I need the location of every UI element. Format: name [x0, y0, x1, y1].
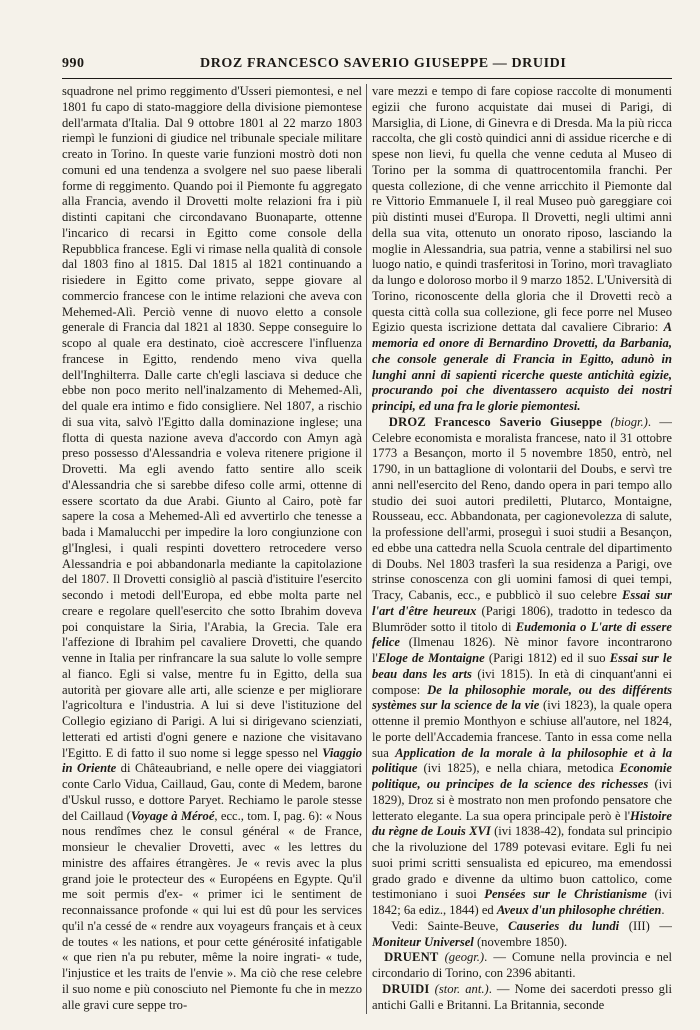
- work-title: Economie politique, ou principes de la science des richesses: [372, 761, 672, 791]
- entry-headword: DROZ Francesco Saverio Giuseppe: [388, 414, 603, 429]
- entry-droz-references: Vedi: Sainte-Beuve, Causeries du lundi (III) — Moniteur Universel (novembre 1850).: [372, 918, 672, 949]
- entry-droz: DROZ Francesco Saverio Giuseppe (biogr.). — Celebre economista e moralista francese, nato il 31 ottobre 1773 a Besançon, morto il 5 novembre 1850, entrò, nel 1790, in un battaglione di volontarii del Doubs, e servì tre anni nell'esercito del Reno, dando opera in pari tempo allo studio dei suoi autori prediletti, Plutarco, Montaigne, Rousseau, ecc. Abbandonata, per cagionevolezza di salute, la professione dell'armi, proseguì i suoi studii a Besançon, ed ebbe una cattedra nella Scuola centrale del dipartimento di Doubs. Nel 1803 trasferì la sua residenza a Parigi, ove strinse conoscenza con gli uomini famosi di quei tempi, Tracy, Cabanis, ecc., e pubblicò il suo celebre Essai sur l'art d'être heureux (Parigi 1806), tradotto in tedesco da Blumröder sotto il titolo di Eudemonia o L'arte di essere felice (Ilmenau 1826). Nè minor favore incontrarono l'Eloge de Montaigne (Parigi 1812) ed il suo Essai sur le beau dans les arts (ivi 1815). In età di cinquant'anni ei compose: De la philosophie morale, ou des différents systèmes sur la science de la vie (ivi 1823), la quale opera ottenne il premio Monthyon e schiuse all'autore, nel 1824, le porte dell'Accademia francese. Tanto in essa come nella sua Application de la morale à la philosophie et à la politique (ivi 1825), e nella chiara, metodica Economie politique, ou principes de la science des richesses (ivi 1829), Droz si è mostrato non men profondo pensatore che letterato elegante. La sua opera principale però è l'Histoire du règne de Louis XVI (ivi 1838-42), fondata sul principio che la rivoluzione del 1789 potevasi evitare. Egli fu nei suoi primi scritti sensualista ed epicureo, ma emendossi grado grado e divenne da ultimo buon cattolico, come testimoniano i suoi Pensées sur le Christianisme (ivi 1842; 6a ediz., 1844) ed Aveux d'un philosophe chrétien.: [372, 414, 672, 917]
- drovetti-continuation: squadrone nel primo reggimento d'Usseri piemontesi, e nel 1801 fu capo di stato-maggiore della divisione piemontese dell'armata d'Italia. Dal 9 ottobre 1801 al 22 marzo 1803 riempì le funzioni di giudice nel tribunale speciale militare creato in Torino. In queste varie funzioni mostrò doti non comuni ed una tendenza a svolgere nel suo paese liberali forme di reggimento. Quando poi il Piemonte fu aggregato alla Francia, avendo il Drovetti molte relazioni fra i più distinti capitani che circondavano Buonaparte, ottenne l'incarico di recarsi in Egitto come console della Repubblica francese. Egli vi rimase nella qualità di console dal 1803 fino al 1815. Dal 1815 al 1821 continuando a risiedere in Egitto come privato, seppe giovare al commercio francese con le intime relazioni che aveva con Mehemed-Alì. Perciò venne di nuovo eletto a console generale di Francia dal 1821 al 1830. Seppe conseguire lo scopo al quale era destinato, cioè accrescere l'influenza francese in Egitto, rendendo meno viva quella dell'Inghilterra. Dalle carte ch'egli lasciava si deduce che ebbe non poco merito nell'inalzamento di Mehemed-Alì, del quale era intimo e fido consigliere. Nel 1807, a rischio di sua vita, salvò l'Egitto dalla dominazione inglese; una flotta di questa nazione aveva d'accordo con Amyn agà preso possesso d'Alessandria e voleva ritenere prigione il Drovetti. Ma egli avendo fatto sentire allo sceik d'Alessandria che si sarebbe difeso colle armi, ottenne di essere scortato da due Arabi. Giunto al Cairo, potè far sapere la cosa a Mehemed-Alì ed avvertirlo che tenesse a bada i Mamalucchi per impedire la loro congiunzione con gl'Inglesi, i quali respinti dovettero retrocedere verso Alessandria e poi abbandonarla mediante la capitolazione del 1807. Il Drovetti consigliò al pascià d'istituire l'esercito secondo i metodi dell'Europa, ed ebbe molta parte nel creare e regolare quell'esercito che sotto Ibrahim doveva poi conquistare la Siria, l'Arabia, la Grecia. Tale era l'affezione di Ibrahim pel cavaliere Drovetti, che quando venne in Italia per rinfrancare la sua salute lo volle sempre al fianco. Egli si valse, mentre fu in Egitto, della sua autorità per giovare alle arti, alle scienze e per migliorare l'agricoltura e l'industria. A lui si deve l'istituzione del Collegio egiziano di Parigi. A lui si dirigevano scienziati, letterati ed artisti d'ogni genere e nazione che visitavano l'Egitto. E di fatto il suo nome si legge spesso nel Viaggio in Oriente di Châteaubriand, e nelle opere dei viaggiatori conte Carlo Vidua, Caillaud, Gau, conte di Medem, barone d'Uskul russo, e dottore Paryet. Rechiamo le parole stesse del Caillaud (Voyage à Méroé, ecc., tom. I, pag. 6): « Nous nous rendîmes chez le consul général « de France, monsieur le chevalier Drovetti, avec « les lettres du ministre des affaires étrangères. Je « revis avec la plus grand joie le protecteur des « Européens en Egypte. Qu'il me soit permis d'ex- « primer ici le sentiment de reconnaissance profonde « qui lui est dû pour les services qu'il n'a cessé de « rendre aux voyageurs français et à ceux de toutes « les nations, et pour cette générosité infatigable « que rien n'a pu rebuter, même la noire ingrati- « tude, l'injustice et les traits de l'envie ». Ma ciò che rese celebre il suo nome e più conosciuto nel Piemonte fu che in mezzo alle gravi cure seppe tro-: [62, 84, 362, 1012]
- header-rule: [62, 78, 672, 79]
- work-title: Application de la morale à la philosophie et à la politique: [372, 745, 672, 776]
- work-title: De la philosophie morale, ou des différents systèmes sur la science de la vie: [372, 682, 672, 713]
- work-title: Viaggio in Oriente: [62, 745, 362, 776]
- entry-headword: DRUIDI: [382, 981, 430, 996]
- entry-tag: (stor. ant.): [434, 981, 489, 996]
- work-title: Eudemonia o L'arte di essere felice: [372, 619, 672, 650]
- work-title: Voyage à Méroé: [130, 808, 215, 823]
- work-title: Essai sur le beau dans les arts: [372, 651, 672, 681]
- running-title: DROZ FRANCESCO SAVERIO GIUSEPPE — DRUIDI: [200, 56, 567, 71]
- work-title: Essai sur l'art d'être heureux: [372, 588, 672, 618]
- drovetti-conclusion: vare mezzi e tempo di fare copiose raccolte di monumenti egizii che furono acquistate dai musei di Parigi, di Marsiglia, di Lione, di Ginevra e di Dresda. Ma la più ricca raccolta, che gli costò quindici anni di assidue ricerche e di spese non lievi, fu quella che venne ceduta al Museo di Torino per la somma di quattrocentomila franchi. Per questa collezione, di che venne arricchito il Piemonte dal re Vittorio Emmanuele I, il real Museo può gareggiare coi più distinti musei d'Europa. Il Drovetti, negli ultimi anni della sua vita, ottenuto un onorato riposo, lasciando la moglie in Alessandria, sua patria, venne a stabilirsi nel suo luogo natio, e quindi trasferitosi in Torino, morì travagliato da lungo e doloroso morbo il 9 marzo 1852. L'Università di Torino, riconoscente della gloria che il Drovetti recò a questa città colla sua collezione, gli fece porre nel Museo Egizio questa iscrizione dettata dal cavaliere Cibrario: A memoria ed onore di Bernardino Drovetti, da Barbania, che console generale di Francia in Egitto, adunò in lunghi anni di sapienti ricerche queste antichità egizie, procurando poi che diventassero acquisto dei nostri principi, ed una fra le glorie piemontesi.: [372, 84, 672, 413]
- entry-tag: (geogr.): [444, 950, 485, 965]
- work-title: Eloge de Montaigne: [377, 651, 485, 665]
- work-title: Causeries du lundi: [508, 918, 620, 933]
- entry-tag: (biogr.): [610, 414, 648, 429]
- work-title: Aveux d'un philosophe chrétien: [496, 903, 662, 917]
- work-title: Pensées sur le Christianisme: [484, 887, 647, 902]
- page-header: [62, 56, 672, 76]
- inscription: A memoria ed onore di Bernardino Drovetti, da Barbania, che console generale di Francia in Egitto, adunò in lunghi anni di sapienti ricerche queste antichità egizie, procurando poi che diventassero acquisto dei nostri principi, ed una fra le glorie piemontesi.: [372, 320, 672, 413]
- column-divider: [366, 84, 367, 1014]
- entry-headword: DRUENT: [384, 950, 439, 965]
- entry-druidi: DRUIDI (stor. ant.). — Nome dei sacerdoti presso gli antichi Galli e Britanni. La Britannia, seconde: [372, 981, 672, 1012]
- left-column: [62, 84, 362, 1014]
- work-title: Histoire du règne de Louis XVI: [372, 808, 672, 839]
- work-title: Moniteur Universel: [372, 934, 474, 949]
- page-number: 990: [62, 56, 85, 71]
- right-column: [372, 84, 672, 1014]
- entry-druent: DRUENT (geogr.). — Comune nella provincia e nel circondario di Torino, con 2396 abitanti.: [372, 950, 672, 980]
